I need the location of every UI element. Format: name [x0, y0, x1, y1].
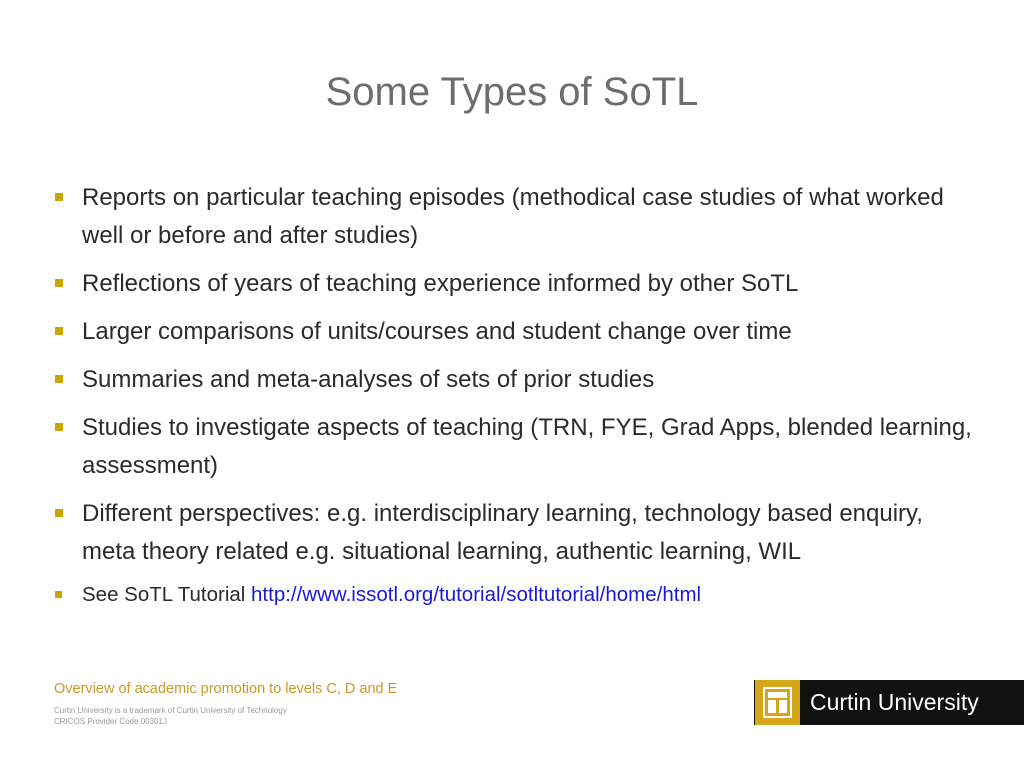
bullet-text: Reflections of years of teaching experience informed by other SoTL: [82, 270, 799, 297]
bullet-text: Summaries and meta-analyses of sets of prior studies: [82, 366, 655, 393]
list-item: [52, 265, 982, 303]
bullet-text: Studies to investigate aspects of teaching (TRN, FYE, Grad Apps, blended learning, assessment): [82, 414, 972, 479]
curtin-logo: [754, 680, 1024, 725]
square-bullet-icon: [55, 375, 63, 383]
bullet-text: Different perspectives: e.g. interdisciplinary learning, technology based enquiry, meta theory related e.g. situational learning, authentic learning, WIL: [82, 500, 923, 565]
bullet-list: [52, 179, 982, 621]
square-bullet-icon: [55, 279, 63, 287]
square-bullet-icon: [55, 423, 63, 431]
list-item: [52, 495, 982, 571]
tutorial-label: See SoTL Tutorial: [82, 583, 252, 606]
bullet-text: Reports on particular teaching episodes (methodical case studies of what worked well or before and after studies): [82, 184, 944, 249]
square-bullet-icon: [55, 509, 63, 517]
square-bullet-icon: [55, 193, 63, 201]
footer-trademark: Curtin University is a trademark of Curtin University of Technology: [54, 706, 287, 715]
footer-title: Overview of academic promotion to levels C, D and E: [54, 681, 398, 697]
slide-title: Some Types of SoTL: [325, 70, 699, 114]
curtin-shield-icon: [755, 680, 800, 725]
footer-cricos: CRICOS Provider Code 00301J: [54, 717, 167, 726]
list-item: [52, 179, 982, 255]
square-bullet-icon: [55, 327, 63, 335]
tutorial-link[interactable]: http://www.issotl.org/tutorial/sotltutorial/home/html: [251, 583, 702, 606]
list-item: [52, 313, 982, 351]
logo-text: Curtin University: [810, 689, 979, 715]
bullet-text: Larger comparisons of units/courses and student change over time: [82, 318, 792, 345]
list-item: [52, 361, 982, 399]
square-bullet-icon: [55, 591, 62, 598]
list-item: [52, 409, 982, 485]
list-item-tutorial: [52, 579, 982, 611]
